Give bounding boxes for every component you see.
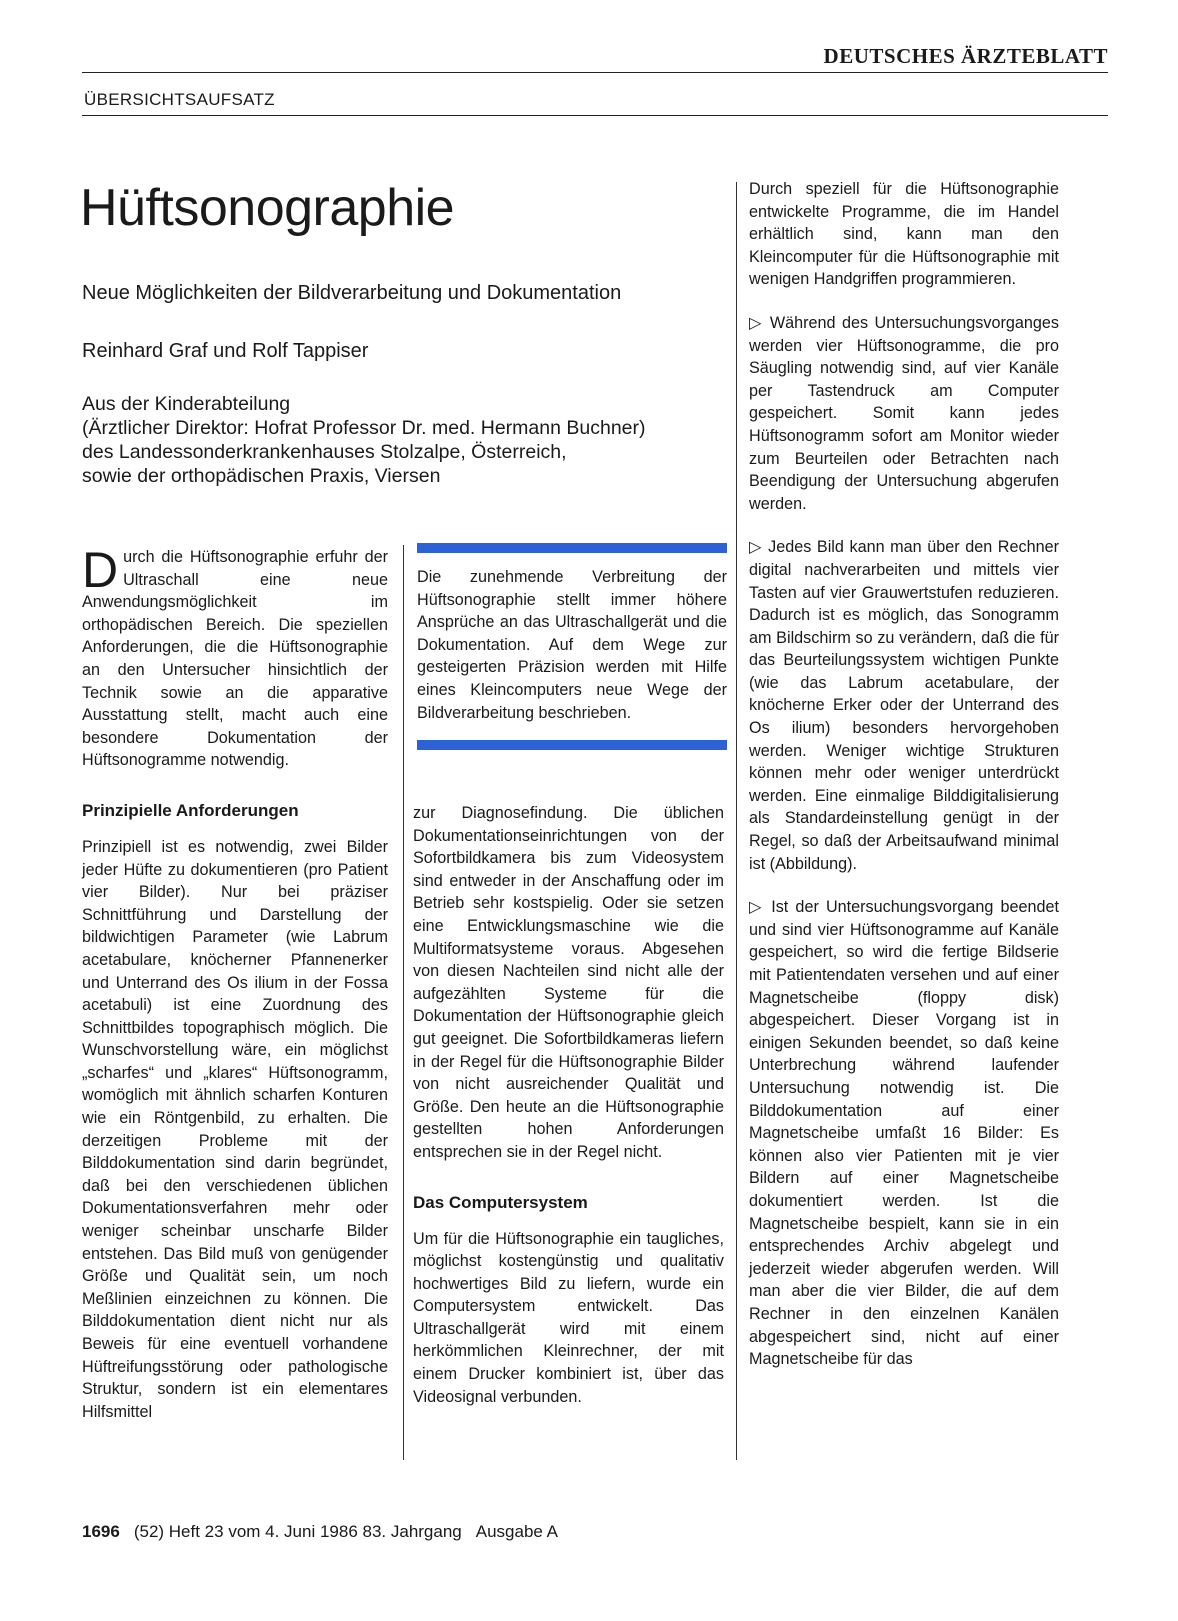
section-label: ÜBERSICHTSAUFSATZ [84, 90, 275, 109]
body-paragraph: ▷ Ist der Untersuchungsvorgang beendet und sind vier Hüftsonogramme auf Kanäle gespeichert, so wird die fertige Bildserie mit Patientendaten versehen und auf einer Magnetscheibe (floppy disk) abgespeichert. Dieser Vorgang ist in einigen Sekunden beendet, so daß keine Unterbrechung während laufender Untersuchung notwendig ist. Die Bilddokumentation auf einer Magnetscheibe umfaßt 16 Bilder: Es können also vier Patienten mit je vier Bildern auf einer Magnetscheibe dokumentiert werden. Ist die Magnetscheibe bespielt, kann sie in ein entsprechendes Archiv abgelegt und jederzeit wieder abgerufen werden. Will man aber die vier Bilder, die auf dem Rechner in den einzelnen Kanälen abgespeichert sind, nicht auf einer Magnetscheibe für das [749, 898, 1059, 1369]
body-paragraph: ▷ Während des Untersuchungsvorganges werden vier Hüftsonogramme, die pro Säugling notwendig sind, auf vier Kanäle per Tastendruck am Computer gespeichert. Somit kann jedes Hüftsonogramm sofort am Monitor wieder zum Beurteilen oder Betrachten nach Beendigung der Untersuchung abgerufen werden. [749, 313, 1059, 513]
column-rule-middle [403, 545, 404, 1460]
article-title: Hüftsonographie [80, 179, 455, 237]
body-paragraph: ▷ Jedes Bild kann man über den Rechner digital nachverarbeiten und mittels vier Tasten auf vier Grauwertstufen reduzieren. Dadurch ist es möglich, das Sonogramm am Bildschirm so zu verändern, daß die für das Beurteilungssystem wichtigen Punkte (wie das Labrum acetabulare, der knöcherne Erker oder der Unterrand des Os ilium) besonders hervorgehoben werden. Weniger wichtige Strukturen können mehr oder weniger unterdrückt werden. Eine einmalige Bilddigitalisierung als Standardeinstellung genügt in der Regel, so daß der Arbeitsaufwand minimal ist (Abbildung). [749, 538, 1059, 873]
section-heading: Prinzipielle Anforderungen [82, 800, 299, 820]
abstract-bottom-bar [417, 740, 727, 750]
affiliation-line: sowie der orthopädischen Praxis, Viersen [82, 465, 441, 487]
drop-cap: D [82, 542, 119, 598]
affiliation-line: Aus der Kinderabteilung [82, 393, 291, 415]
intro-text: urch die Hüftsonographie erfuhr der Ultraschall eine neue Anwendungsmöglichkeit im orthopädischen Bereich. Die speziellen Anforderungen, die die Hüftsonographie an den Untersucher hinsichtlich der Technik sowie an die apparative Ausstattung stellt, macht auch eine besondere Dokumentation der Hüftsonogramme notwendig. [82, 548, 388, 770]
issue-info: (52) Heft 23 vom 4. Juni 1986 83. Jahrgang [133, 1522, 462, 1541]
body-paragraph: Prinzipiell ist es notwendig, zwei Bilder jeder Hüfte zu dokumentieren (pro Patient vier Bilder). Nur bei präziser Schnittführung und Darstellung der bildwichtigen Parameter (wie Labrum acetabulare, knöcherner Pfannenerker und Unterrand des Os ilium in der Fossa acetabuli) ist eine Zuordnung des Schnittbildes topographisch möglich. Die Wunschvorstellung wäre, ein möglichst „scharfes“ und „klares“ Hüftsonogramm, womöglich mit ähnlich scharfen Konturen wie ein Röntgenbild, zu erhalten. Die derzeitigen Probleme mit der Bilddokumentation sind darin begründet, daß bei den verschiedenen üblichen Dokumentationsverfahren mehr oder weniger scheinbar unscharfe Bilder entstehen. Das Bild muß von genügender Größe und Qualität sein, um noch Meßlinien einzeichnen zu können. Die Bilddokumentation dient nicht nur als Beweis für eine eventuell vorhandene Hüftreifungsstörung oder pathologische Struktur, sondern ist ein elementares Hilfsmittel [82, 837, 388, 1421]
page-number: 1696 [82, 1522, 120, 1541]
edition-label: Ausgabe A [475, 1522, 559, 1541]
column-middle [413, 802, 724, 1408]
body-paragraph: Durch speziell für die Hüftsonographie entwickelte Programme, die im Handel erhältlich sind, kann man den Kleincomputer für die Hüftsonographie mit wenigen Handgriffen programmieren. [749, 180, 1059, 289]
abstract-top-bar [417, 543, 727, 553]
abstract-text: Die zunehmende Verbreitung der Hüftsonographie stellt immer höhere Ansprüche an das Ultraschallgerät und die Dokumentation. Auf dem Wege zur gesteigerten Präzision werden mit Hilfe eines Kleincomputers neue Wege der Bildverarbeitung beschrieben. [417, 568, 727, 722]
column-left [82, 542, 388, 1423]
affiliation-line: des Landessonderkrankenhauses Stolzalpe, Österreich, [82, 441, 567, 463]
article-authors: Reinhard Graf und Rolf Tappiser [82, 340, 369, 362]
column-rule-right [736, 182, 737, 1460]
column-right [749, 178, 1059, 1371]
body-paragraph: Um für die Hüftsonographie ein taugliches, möglichst kostengünstig und qualitativ hochwertiges Bild zu liefern, wurde ein Computersystem entwickelt. Das Ultraschallgerät wird mit einem herkömmlichen Kleinrechner, der mit einem Drucker kombiniert ist, über das Videosignal verbunden. [413, 1229, 724, 1406]
affiliation-line: (Ärztlicher Direktor: Hofrat Professor Dr. med. Hermann Buchner) [82, 417, 646, 439]
section-heading: Das Computersystem [413, 1192, 588, 1212]
article-subtitle: Neue Möglichkeiten der Bildverarbeitung und Dokumentation [82, 282, 622, 304]
body-paragraph: zur Diagnosefindung. Die üblichen Dokumentationseinrichtungen von der Sofortbildkamera bis zum Videosystem sind entweder in der Anschaffung oder im Betrieb sehr kostspielig. Oder sie setzen eine Entwicklungsmaschine wie die Multiformatsysteme voraus. Abgesehen von diesen Nachteilen sind nicht alle der aufgezählten Systeme für die Dokumentation der Hüftsonographie gleich gut geeignet. Die Sofortbildkameras liefern in der Regel für die Hüftsonographie Bilder von nicht ausreichender Qualität und Größe. Den heute an die Hüftsonographie gestellten hohen Anforderungen entsprechen sie in der Regel nicht. [413, 804, 724, 1161]
page-footer [82, 1522, 572, 1542]
author-affiliation [82, 392, 762, 488]
intro-paragraph [82, 542, 388, 772]
masthead-rule [82, 72, 1108, 73]
abstract-box [417, 543, 727, 750]
section-rule [82, 115, 1108, 116]
journal-masthead: DEUTSCHES ÄRZTEBLATT [823, 44, 1108, 68]
